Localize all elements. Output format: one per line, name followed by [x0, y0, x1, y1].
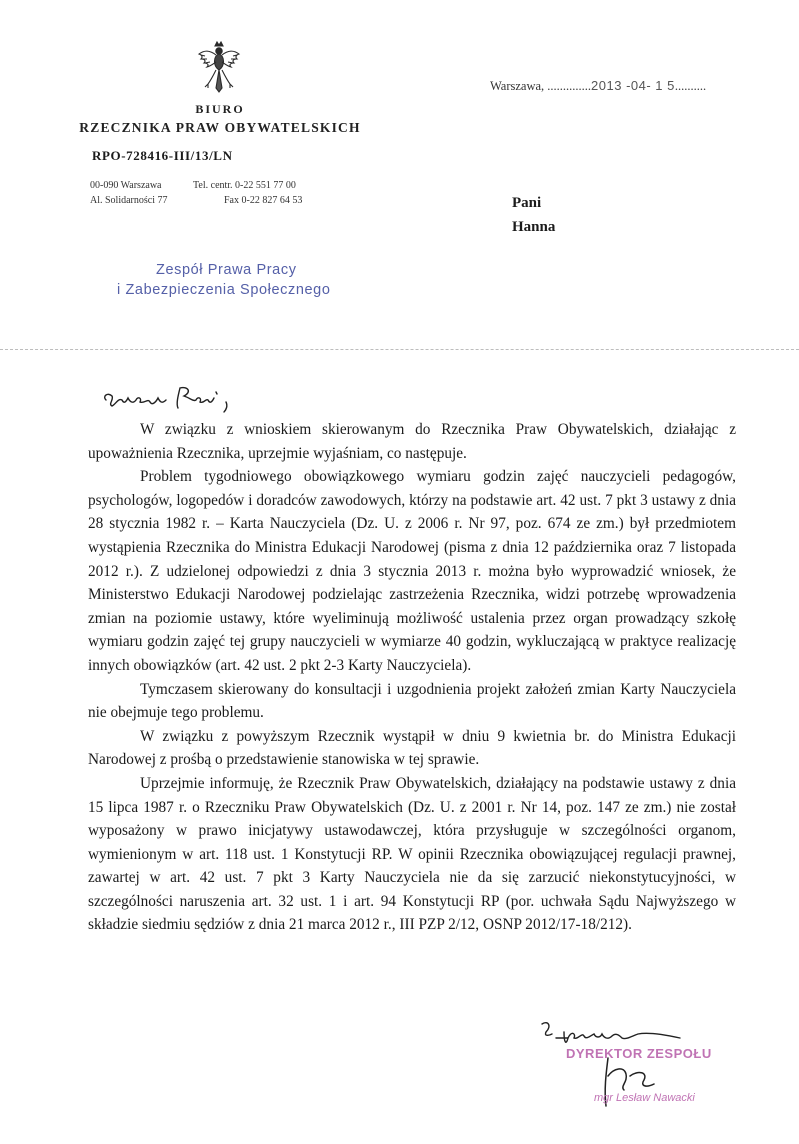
- handwritten-signature: [594, 1054, 694, 1114]
- polish-eagle-emblem-icon: [196, 40, 242, 96]
- address-phone: Tel. centr. 0-22 551 77 00: [193, 180, 296, 191]
- address-street: Al. Solidarności 77: [90, 195, 168, 206]
- date-line: [490, 78, 706, 94]
- fold-line: [0, 349, 799, 350]
- paragraph: W związku z wnioskiem skierowanym do Rzecznika Praw Obywatelskich, działając z upoważnienia Rzecznika, uprzejmie wyjaśniam, co następuje.: [88, 421, 736, 462]
- address-fax: Fax 0-22 827 64 53: [224, 195, 303, 206]
- case-number: RPO-728416-III/13/LN: [92, 148, 233, 163]
- recipient-line1: Pani: [512, 195, 542, 211]
- handwritten-greeting: [100, 380, 280, 416]
- date-dots-before: ..............: [547, 79, 592, 93]
- stamp-line2: i Zabezpieczenia Społecznego: [117, 282, 331, 298]
- letter-body: [88, 418, 736, 937]
- paragraph: W związku z powyższym Rzecznik wystąpił w dniu 9 kwietnia br. do Ministra Edukacji Narodowej z prośbą o przedstawienie stanowiska w tej sprawie.: [88, 727, 736, 769]
- signature-title: DYREKTOR ZESPOŁU: [566, 1046, 712, 1061]
- paragraph: Problem tygodniowego obowiązkowego wymiaru godzin zajęć nauczycieli pedagogów, psychologów, logopedów i doradców zawodowych, którzy na podstawie art. 42 ust. 7 pkt 3 ustawy z dnia 28 stycznia 1982 r. – Karta Nauczyciela (Dz. U. z 2006 r. Nr 97, poz. 674 ze zm.) był przedmiotem wystąpienia Rzecznika do Ministra Edukacji Narodowej (pisma z dnia 12 października oraz 7 listopada 2012 r.). Z udzielonej odpowiedzi z dnia 3 stycznia 2013 r. można było wyprowadzić wniosek, że Ministerstwo Edukacji Narodowej podzielając zastrzeżenia Rzecznika, widzi potrzebę wprowadzenia zmian na poziomie ustawy, które wyeliminują możliwość ustalenia przez organ prowadzący szkołę wymiaru godzin zajęć tej grupy nauczycieli w wymiarze 40 godzin, wykluczającą w praktyce realizację innych obowiązków (art. 42 ust. 2 pkt 2-3 Karty Nauczyciela).: [88, 468, 736, 674]
- recipient-line2: Hanna: [512, 219, 556, 235]
- handwritten-closing: [538, 1018, 688, 1048]
- date-dots-after: ..........: [674, 79, 707, 93]
- paragraph: Uprzejmie informuję, że Rzecznik Praw Obywatelskich, działający na podstawie ustawy z dnia 15 lipca 1987 r. o Rzeczniku Praw Obywatelskich (Dz. U. z 2001 r. Nr 14, poz. 147 ze zm.) nie został wyposażony w prawo inicjatywy ustawodawczej, która przysługuje w szczególności organom, wymienionym w art. 118 ust. 1 Konstytucji RP. W opinii Rzecznika obowiązującej regulacji prawnej, zawartej w art. 42 ust. 7 pkt 3 Karty Nauczyciela nie da się zarzucić niekonstytucyjności, w szczególności naruszenia art. 32 ust. 1 i art. 94 Konstytucji RP (por. uchwała Sądu Najwyższego w składzie siedmiu sędziów z dnia 21 marca 2012 r., III PZP 2/12, OSNP 2012/17-18/212).: [88, 774, 736, 934]
- signature-name: mgr Lesław Nawacki: [594, 1092, 695, 1104]
- paragraph: Tymczasem skierowany do konsultacji i uzgodnienia projekt założeń zmian Karty Nauczyciela nie obejmuje tego problemu.: [88, 680, 736, 722]
- stamp-line1: Zespół Prawa Pracy: [156, 262, 297, 278]
- address-postal: 00-090 Warszawa: [90, 180, 162, 191]
- office-name-line2: RZECZNIKA PRAW OBYWATELSKICH: [79, 120, 361, 135]
- date-value: 2013 -04- 1 5: [591, 78, 675, 93]
- date-place: Warszawa,: [490, 79, 548, 93]
- office-name-line1: BIURO: [195, 102, 245, 116]
